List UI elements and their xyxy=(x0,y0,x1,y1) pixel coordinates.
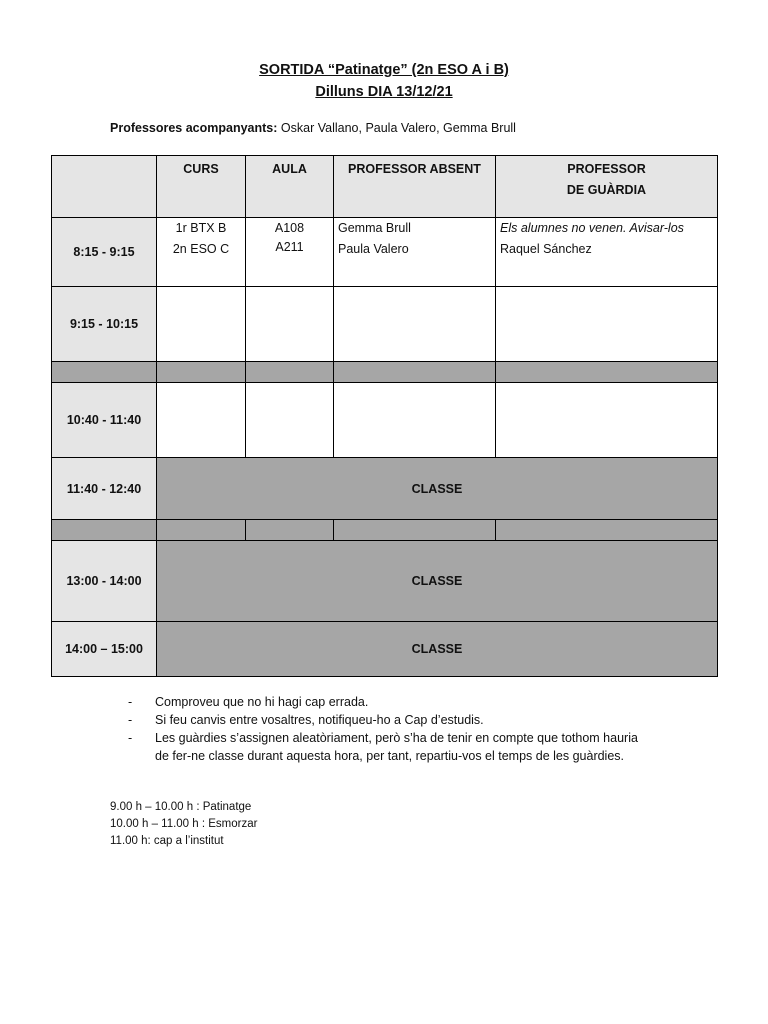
break-row xyxy=(52,362,718,383)
time-cell: 11:40 - 12:40 xyxy=(52,458,157,520)
document-title: SORTIDA “Patinatge” (2n ESO A i B) xyxy=(259,62,509,78)
empty-cell xyxy=(496,383,718,458)
empty-cell xyxy=(157,383,246,458)
table-header-row xyxy=(52,156,718,218)
empty-cell xyxy=(334,287,496,362)
absent-cell xyxy=(334,218,496,287)
break-cell xyxy=(334,520,496,541)
curs-cell xyxy=(157,218,246,287)
schedule-line: 10.00 h – 11.00 h : Esmorzar xyxy=(110,818,258,830)
document-date: Dilluns DIA 13/12/21 xyxy=(315,84,453,100)
header-guardia-line1: PROFESSOR xyxy=(567,162,646,176)
aula-value: A211 xyxy=(275,240,304,254)
empty-cell xyxy=(496,287,718,362)
break-cell xyxy=(52,362,157,383)
break-cell xyxy=(246,520,334,541)
curs-value: 1r BTX B xyxy=(175,221,227,235)
table-row xyxy=(52,541,718,622)
absent-value: Gemma Brull xyxy=(338,221,411,235)
schedule-line: 11.00 h: cap a l’institut xyxy=(110,835,224,847)
time-cell: 10:40 - 11:40 xyxy=(52,383,157,458)
class-merged-cell: CLASSE xyxy=(157,622,718,677)
aula-value: A108 xyxy=(274,221,305,235)
break-cell xyxy=(157,520,246,541)
break-cell xyxy=(157,362,246,383)
table-row xyxy=(52,622,718,677)
escort-names: Oskar Vallano, Paula Valero, Gemma Brull xyxy=(277,121,516,135)
note-text: Les guàrdies s’assignen aleatòriament, però s’ha de tenir en compte que tothom hauria de fer-ne classe durant aquesta hora, per tant, repartiu-vos el temps de les guàrdies. xyxy=(155,731,638,763)
bullet-dash: - xyxy=(128,695,133,709)
empty-cell xyxy=(246,287,334,362)
trip-schedule xyxy=(110,799,257,850)
header-aula: AULA xyxy=(246,156,334,218)
header-professor-guardia xyxy=(496,156,718,218)
class-merged-cell: CLASSE xyxy=(157,458,718,520)
table-row xyxy=(52,287,718,362)
table-row xyxy=(52,218,718,287)
note-text: Si feu canvis entre vosaltres, notifiqueu-ho a Cap d’estudis. xyxy=(155,713,484,727)
empty-cell xyxy=(157,287,246,362)
break-cell xyxy=(334,362,496,383)
guardia-name: Raquel Sánchez xyxy=(500,242,592,256)
curs-value: 2n ESO C xyxy=(172,242,230,256)
header-guardia-line2: DE GUÀRDIA xyxy=(566,183,647,197)
header-curs: CURS xyxy=(157,156,246,218)
empty-cell xyxy=(246,383,334,458)
schedule-table xyxy=(51,155,718,677)
break-cell xyxy=(246,362,334,383)
note-text: Comproveu que no hi hagi cap errada. xyxy=(155,695,369,709)
table-row xyxy=(52,383,718,458)
bullet-dash: - xyxy=(128,713,133,727)
absent-value: Paula Valero xyxy=(338,242,409,256)
list-item xyxy=(128,711,648,729)
escort-teachers xyxy=(110,121,516,135)
escort-label: Professores acompanyants: xyxy=(110,121,278,135)
guardia-note: Els alumnes no venen. Avisar-los xyxy=(500,221,684,235)
list-item xyxy=(128,693,648,711)
notes-list xyxy=(128,693,648,765)
header-professor-absent: PROFESSOR ABSENT xyxy=(334,156,496,218)
break-cell xyxy=(52,520,157,541)
break-cell xyxy=(496,362,718,383)
guardia-cell xyxy=(496,218,718,287)
table-row xyxy=(52,458,718,520)
list-item xyxy=(128,729,648,765)
aula-cell xyxy=(246,218,334,287)
time-cell: 14:00 – 15:00 xyxy=(52,622,157,677)
header-empty-cell xyxy=(52,156,157,218)
break-cell xyxy=(496,520,718,541)
time-cell: 9:15 - 10:15 xyxy=(52,287,157,362)
bullet-dash: - xyxy=(128,731,133,745)
class-merged-cell: CLASSE xyxy=(157,541,718,622)
time-cell: 8:15 - 9:15 xyxy=(52,218,157,287)
schedule-line: 9.00 h – 10.00 h : Patinatge xyxy=(110,801,252,813)
time-cell: 13:00 - 14:00 xyxy=(52,541,157,622)
break-row xyxy=(52,520,718,541)
empty-cell xyxy=(334,383,496,458)
